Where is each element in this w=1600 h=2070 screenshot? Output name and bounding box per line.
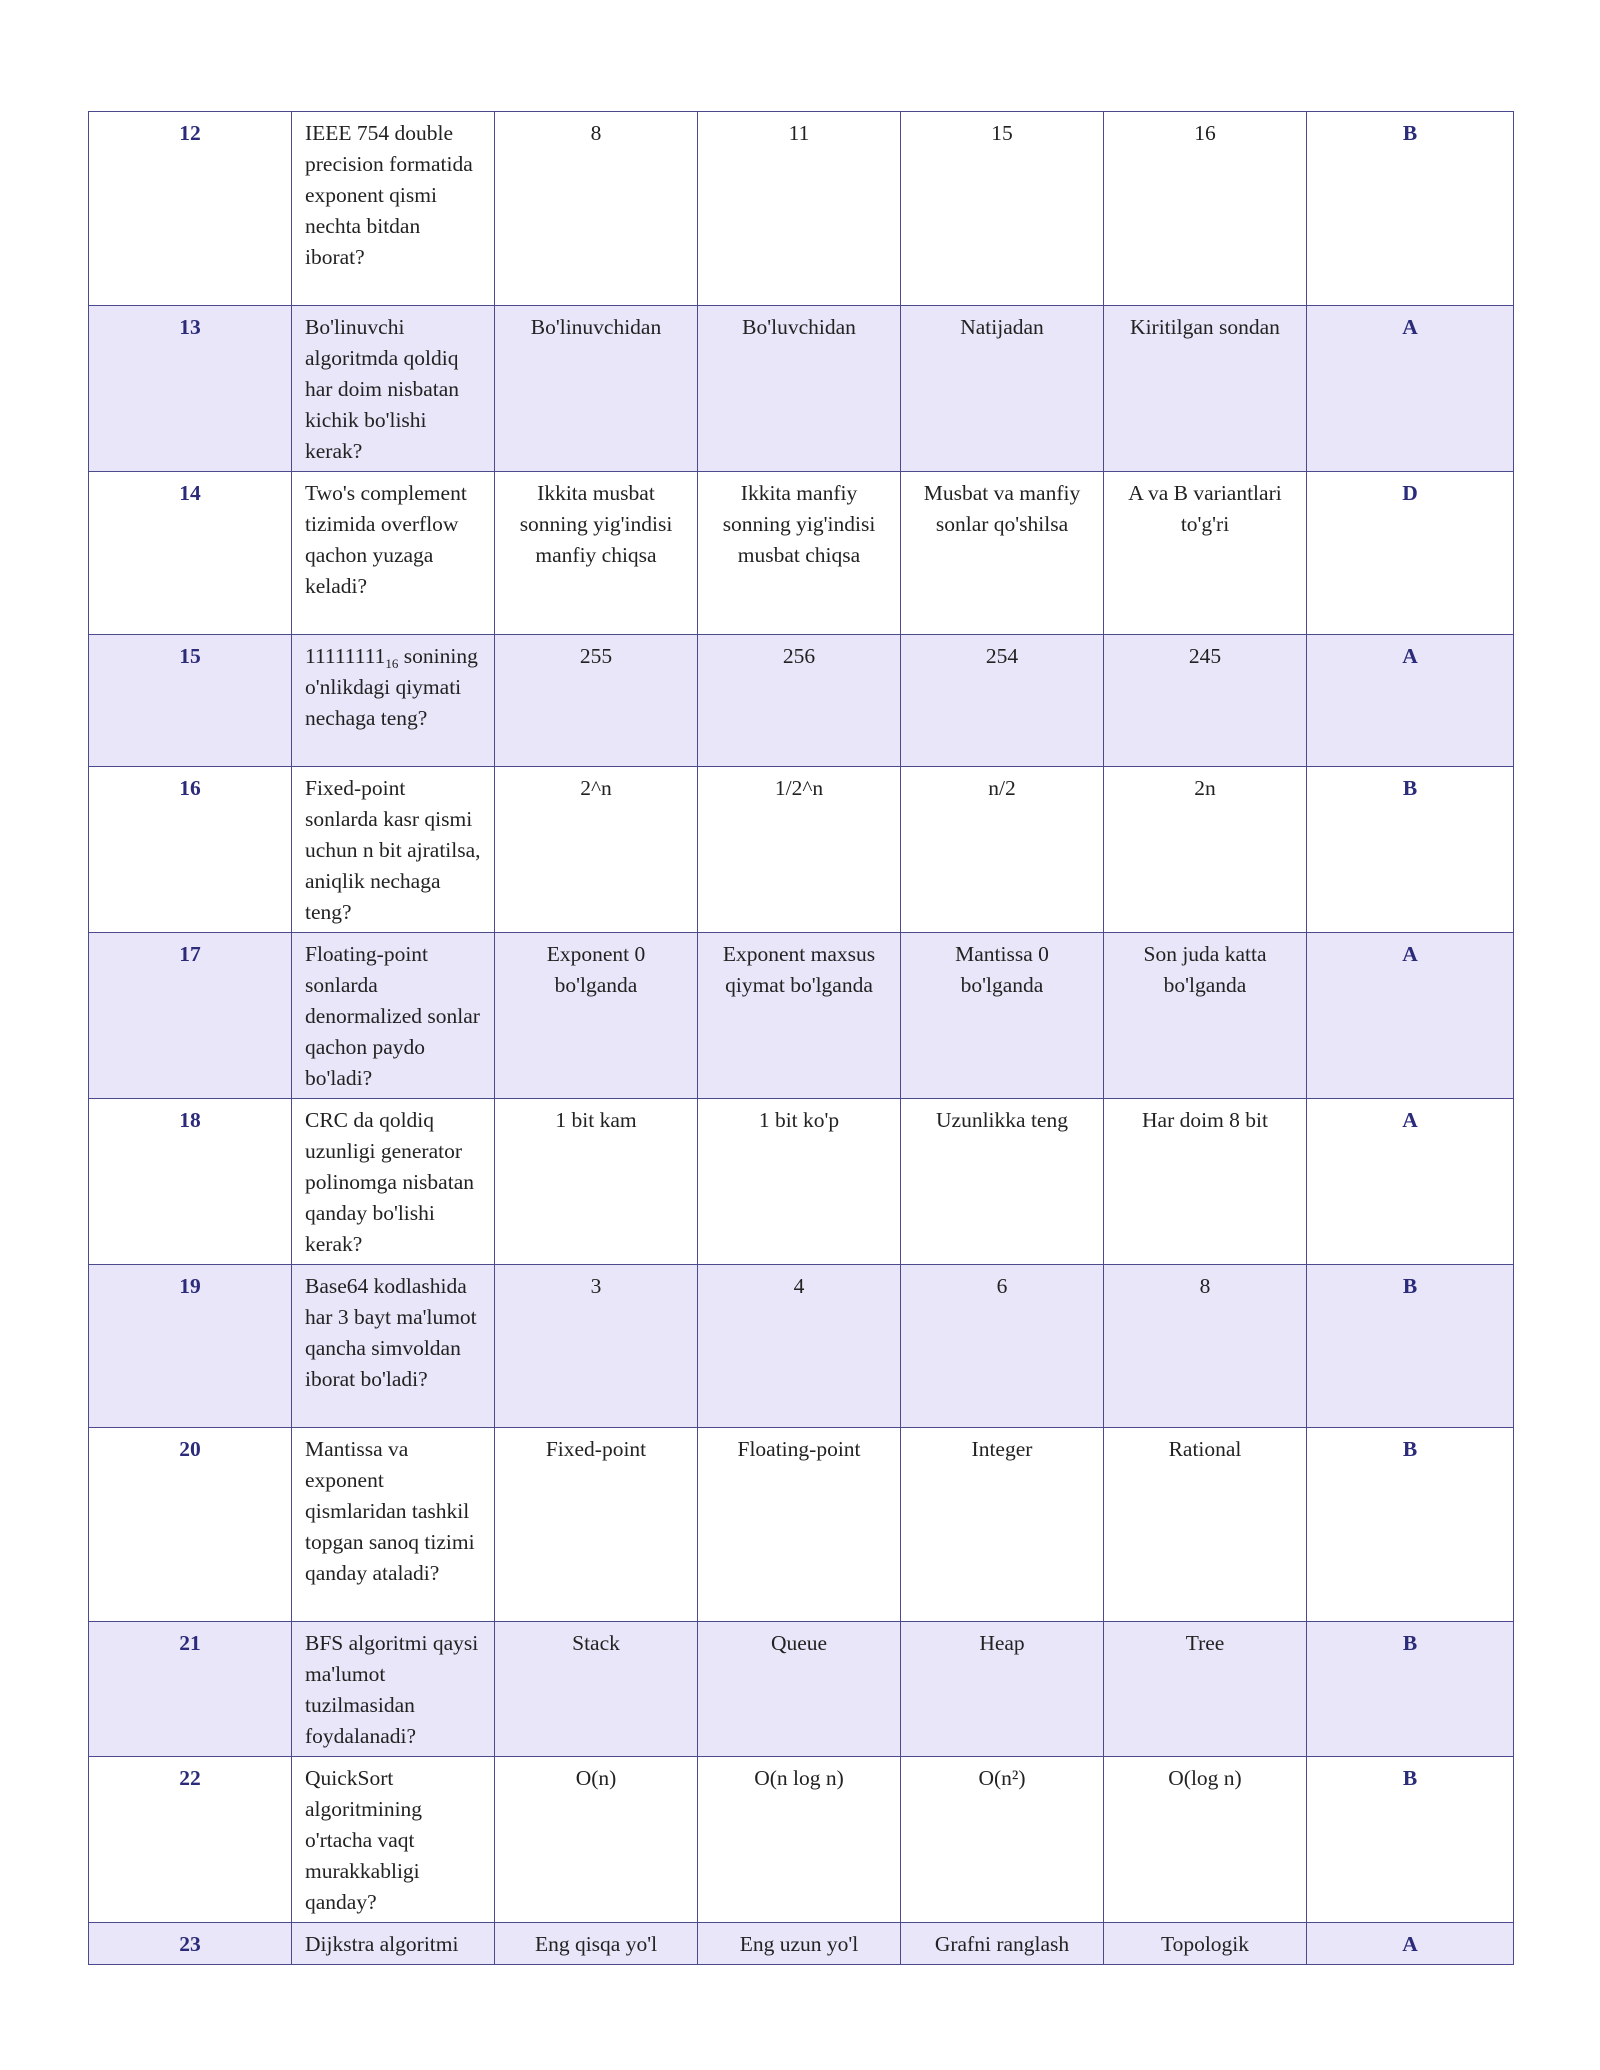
question-text: Bo'linuvchi algoritmda qoldiq har doim nisbatan kichik bo'lishi kerak? [292, 306, 495, 472]
base-subscript: 16 [385, 656, 399, 671]
question-number: 21 [89, 1622, 292, 1757]
option-a: Ikkita musbat sonning yig'indisi manfiy chiqsa [495, 472, 698, 635]
option-d: Kiritilgan sondan [1104, 306, 1307, 472]
question-text [292, 635, 495, 767]
option-b: 4 [698, 1265, 901, 1428]
option-a: 3 [495, 1265, 698, 1428]
correct-answer: A [1307, 1099, 1514, 1265]
option-d: 8 [1104, 1265, 1307, 1428]
question-number: 13 [89, 306, 292, 472]
table-row [89, 1757, 1514, 1923]
option-a: Fixed-point [495, 1428, 698, 1622]
option-d: Har doim 8 bit [1104, 1099, 1307, 1265]
option-b: Exponent maxsus qiymat bo'lganda [698, 933, 901, 1099]
option-c: Grafni ranglash [901, 1923, 1104, 1965]
question-text: BFS algoritmi qaysi ma'lumot tuzilmasidan foydalanadi? [292, 1622, 495, 1757]
question-number: 23 [89, 1923, 292, 1965]
option-d: 245 [1104, 635, 1307, 767]
table-row [89, 472, 1514, 635]
question-number: 19 [89, 1265, 292, 1428]
question-text: Two's complement tizimida overflow qachon yuzaga keladi? [292, 472, 495, 635]
option-b: Floating-point [698, 1428, 901, 1622]
question-text: Floating-point sonlarda denormalized sonlar qachon paydo bo'ladi? [292, 933, 495, 1099]
question-number: 22 [89, 1757, 292, 1923]
question-number: 17 [89, 933, 292, 1099]
option-b: Queue [698, 1622, 901, 1757]
option-b: 11 [698, 112, 901, 306]
question-text: Fixed-point sonlarda kasr qismi uchun n bit ajratilsa, aniqlik nechaga teng? [292, 767, 495, 933]
option-a: Eng qisqa yo'l [495, 1923, 698, 1965]
table-row [89, 1265, 1514, 1428]
question-number: 20 [89, 1428, 292, 1622]
option-a: 2^n [495, 767, 698, 933]
option-a: 1 bit kam [495, 1099, 698, 1265]
correct-answer: A [1307, 1923, 1514, 1965]
quiz-table [88, 111, 1514, 1965]
table-row [89, 1428, 1514, 1622]
option-a: Stack [495, 1622, 698, 1757]
table-row [89, 306, 1514, 472]
question-number: 16 [89, 767, 292, 933]
option-a: Bo'linuvchidan [495, 306, 698, 472]
table-row [89, 635, 1514, 767]
option-d: A va B variantlari to'g'ri [1104, 472, 1307, 635]
option-b: 256 [698, 635, 901, 767]
question-text: QuickSort algoritmining o'rtacha vaqt murakkabligi qanday? [292, 1757, 495, 1923]
option-a: 255 [495, 635, 698, 767]
option-d: Rational [1104, 1428, 1307, 1622]
option-d: 2n [1104, 767, 1307, 933]
option-b: O(n log n) [698, 1757, 901, 1923]
question-number: 15 [89, 635, 292, 767]
option-d: O(log n) [1104, 1757, 1307, 1923]
option-d: Topologik [1104, 1923, 1307, 1965]
table-row [89, 1622, 1514, 1757]
table-row [89, 933, 1514, 1099]
correct-answer: A [1307, 933, 1514, 1099]
option-b: Bo'luvchidan [698, 306, 901, 472]
option-d: 16 [1104, 112, 1307, 306]
question-text: Dijkstra algoritmi [292, 1923, 495, 1965]
table-row [89, 1923, 1514, 1965]
option-c: 254 [901, 635, 1104, 767]
option-c: Mantissa 0 bo'lganda [901, 933, 1104, 1099]
correct-answer: B [1307, 1757, 1514, 1923]
question-text: Mantissa va exponent qismlaridan tashkil topgan sanoq tizimi qanday ataladi? [292, 1428, 495, 1622]
option-a: 8 [495, 112, 698, 306]
option-c: Heap [901, 1622, 1104, 1757]
correct-answer: A [1307, 306, 1514, 472]
correct-answer: A [1307, 635, 1514, 767]
option-c: Natijadan [901, 306, 1104, 472]
correct-answer: D [1307, 472, 1514, 635]
question-rest: sonining o'nlikdagi qiymati nechaga teng? [305, 644, 478, 730]
correct-answer: B [1307, 1622, 1514, 1757]
option-b: Ikkita manfiy sonning yig'indisi musbat chiqsa [698, 472, 901, 635]
table-row [89, 112, 1514, 306]
option-c: O(n²) [901, 1757, 1104, 1923]
option-b: Eng uzun yo'l [698, 1923, 901, 1965]
option-b: 1/2^n [698, 767, 901, 933]
table-row [89, 1099, 1514, 1265]
option-c: 6 [901, 1265, 1104, 1428]
question-number: 12 [89, 112, 292, 306]
option-a: Exponent 0 bo'lganda [495, 933, 698, 1099]
question-text: IEEE 754 double precision formatida exponent qismi nechta bitdan iborat? [292, 112, 495, 306]
option-c: Integer [901, 1428, 1104, 1622]
option-c: Musbat va manfiy sonlar qo'shilsa [901, 472, 1104, 635]
option-c: Uzunlikka teng [901, 1099, 1104, 1265]
option-d: Son juda katta bo'lganda [1104, 933, 1307, 1099]
option-a: O(n) [495, 1757, 698, 1923]
question-number-value: 11111111 [305, 644, 386, 668]
question-text: CRC da qoldiq uzunligi generator polinomga nisbatan qanday bo'lishi kerak? [292, 1099, 495, 1265]
correct-answer: B [1307, 1265, 1514, 1428]
table-row [89, 767, 1514, 933]
option-c: 15 [901, 112, 1104, 306]
option-d: Tree [1104, 1622, 1307, 1757]
question-text: Base64 kodlashida har 3 bayt ma'lumot qancha simvoldan iborat bo'ladi? [292, 1265, 495, 1428]
question-number: 14 [89, 472, 292, 635]
option-c: n/2 [901, 767, 1104, 933]
correct-answer: B [1307, 1428, 1514, 1622]
question-number: 18 [89, 1099, 292, 1265]
correct-answer: B [1307, 767, 1514, 933]
correct-answer: B [1307, 112, 1514, 306]
option-b: 1 bit ko'p [698, 1099, 901, 1265]
